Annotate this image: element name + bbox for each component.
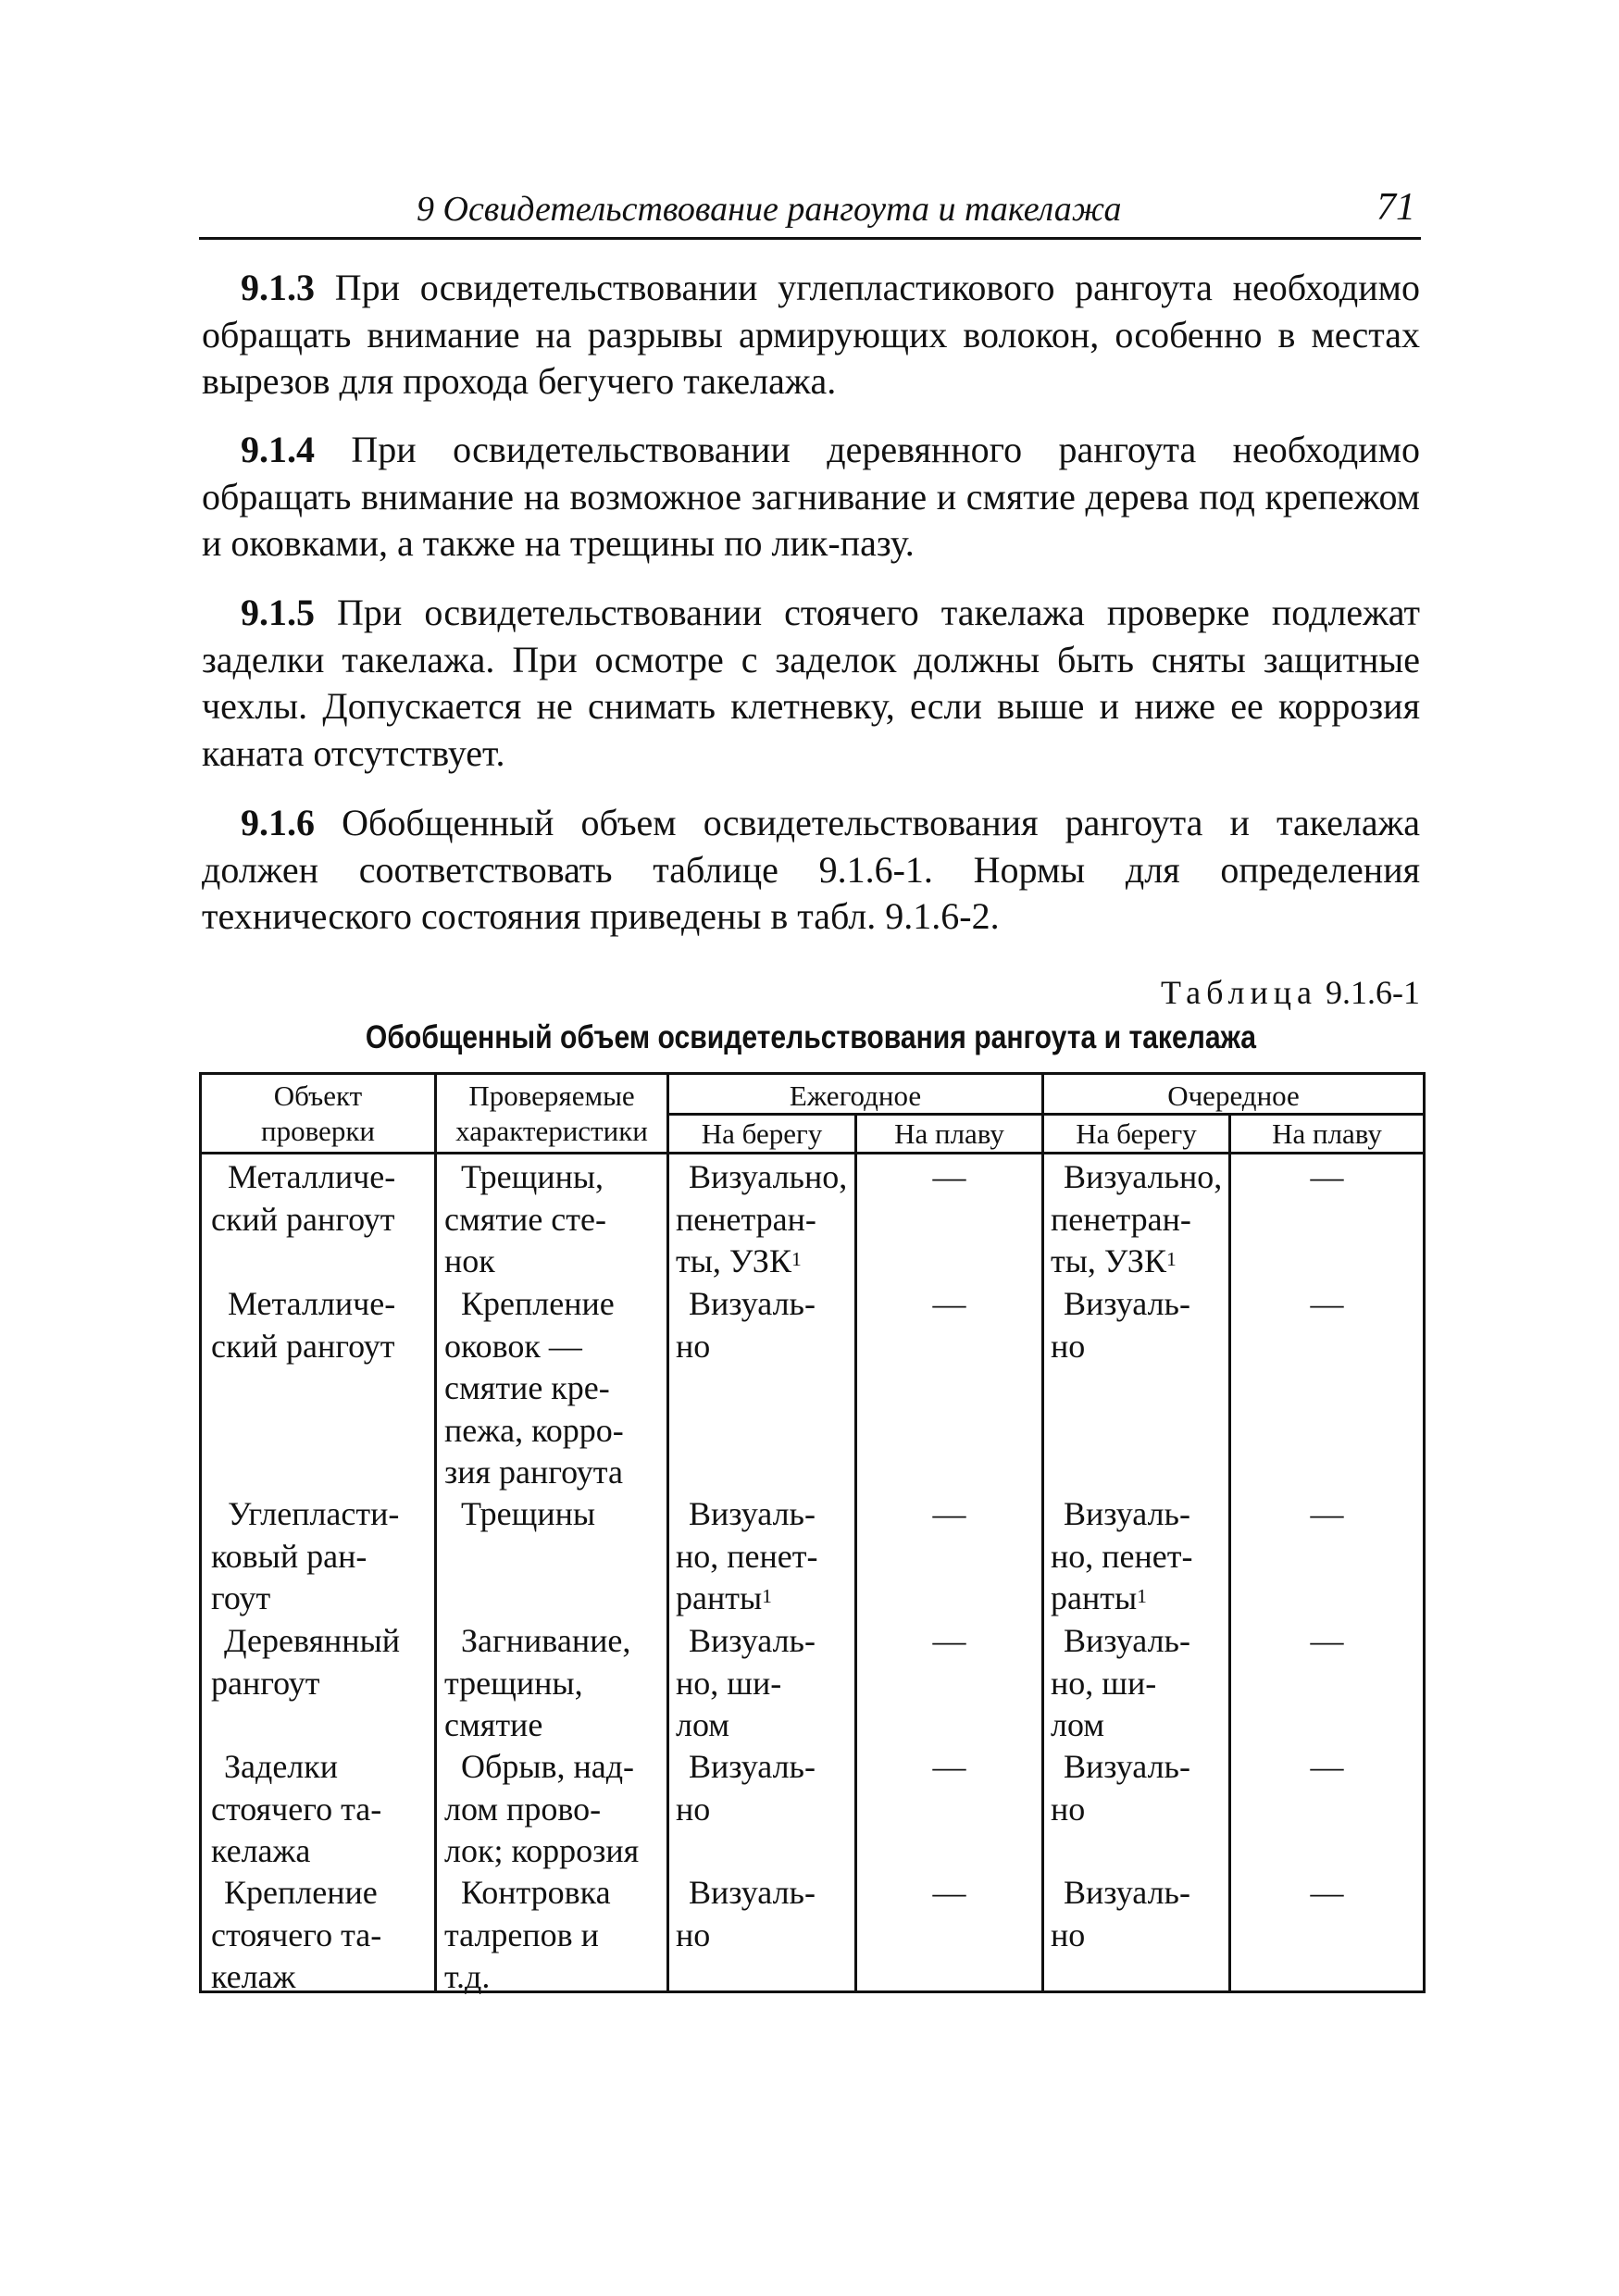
cell-line: Трещины bbox=[461, 1495, 596, 1532]
grid-line bbox=[202, 1152, 1423, 1154]
cell-line: трещины, bbox=[444, 1664, 583, 1702]
cell-line: ковый ран- bbox=[211, 1537, 367, 1575]
cell-text: ты, УЗК bbox=[1051, 1242, 1166, 1279]
cell-line: Металличе- bbox=[228, 1158, 396, 1195]
header-line: Проверяемые bbox=[468, 1079, 635, 1112]
footnote-marker: 1 bbox=[762, 1585, 772, 1607]
paragraph-9-1-4 bbox=[202, 427, 1420, 568]
paragraph-text: При освидетельствовании углепластикового рангоута необходимо обращать внимание на разрывы армирующих волокон, особенно в местах вырезов для прохода бегучего такелажа. bbox=[202, 267, 1420, 402]
cell-line: пенетран- bbox=[1051, 1200, 1191, 1238]
cell-line: Визуально, bbox=[1064, 1158, 1223, 1195]
cell-line bbox=[1051, 1241, 1228, 1283]
cell-line: Визуаль- bbox=[689, 1874, 816, 1911]
cell-line bbox=[676, 1241, 854, 1283]
paragraph-text: При освидетельствовании стоячего такелажа проверке подлежат заделки такелажа. При осмотре с заделок должны быть сняты защитные чехлы. Допускается не снимать клетневку, если выше и ниже ее коррозия каната отсутствует. bbox=[202, 592, 1420, 774]
cell-line: лом bbox=[676, 1706, 730, 1743]
cell-line: пежа, корро- bbox=[444, 1411, 624, 1449]
table-row-3-annual-afloat: — bbox=[932, 1495, 966, 1532]
table-row-4-periodic-ashore bbox=[1051, 1620, 1228, 1747]
table-row-2-periodic-afloat: — bbox=[1310, 1285, 1344, 1322]
table-row-3-periodic-ashore bbox=[1051, 1493, 1228, 1620]
cell-line: но bbox=[676, 1790, 711, 1828]
cell-line: келажа bbox=[211, 1832, 311, 1869]
table-row-6-periodic-ashore bbox=[1051, 1872, 1228, 1956]
cell-line: Углепласти- bbox=[228, 1495, 400, 1532]
cell-line: Визуаль- bbox=[1064, 1874, 1190, 1911]
table-label-word: Таблица bbox=[1161, 974, 1317, 1011]
cell-line bbox=[676, 1578, 854, 1620]
cell-line: но bbox=[676, 1327, 711, 1365]
cell-line: Деревянный bbox=[224, 1622, 401, 1659]
cell-line: но bbox=[1051, 1790, 1086, 1828]
cell-text: ты, УЗК bbox=[676, 1242, 791, 1279]
table-row-6-periodic-afloat: — bbox=[1310, 1874, 1344, 1911]
cell-line: но bbox=[1051, 1327, 1086, 1365]
grid-line bbox=[1041, 1075, 1044, 1990]
cell-line: Заделки bbox=[224, 1748, 339, 1785]
cell-line: лом bbox=[1051, 1706, 1105, 1743]
cell-line: т.д. bbox=[444, 1958, 491, 1995]
cell-line: лок; коррозия bbox=[444, 1832, 640, 1869]
table-row-1-annual-afloat: — bbox=[932, 1158, 966, 1195]
cell-line: пенетран- bbox=[676, 1200, 816, 1238]
cell-line: ский рангоут bbox=[211, 1327, 395, 1365]
cell-text: ранты bbox=[676, 1579, 763, 1616]
header-object bbox=[202, 1079, 434, 1149]
cell-line: ский рангоут bbox=[211, 1200, 395, 1238]
cell-line: Визуаль- bbox=[1064, 1285, 1190, 1322]
cell-line: лом прово- bbox=[444, 1790, 602, 1828]
table-row-2-periodic-ashore bbox=[1051, 1283, 1228, 1367]
table-label bbox=[202, 973, 1420, 1012]
paragraph-number: 9.1.5 bbox=[241, 592, 315, 633]
cell-line: Визуаль- bbox=[689, 1495, 816, 1532]
table-row-1-periodic-ashore bbox=[1051, 1156, 1228, 1283]
page-number: 71 bbox=[1376, 186, 1415, 229]
table-row-1-characteristics bbox=[444, 1156, 666, 1283]
footnote-marker: 1 bbox=[1137, 1585, 1147, 1607]
grid-line bbox=[666, 1075, 669, 1990]
cell-line: Обрыв, над- bbox=[461, 1748, 635, 1785]
header-annual-ashore: На берегу bbox=[701, 1117, 823, 1150]
header-line: характеристики bbox=[455, 1115, 648, 1147]
table-row-5-annual-ashore bbox=[676, 1746, 854, 1830]
table-row-4-annual-afloat: — bbox=[932, 1622, 966, 1659]
cell-line: Визуаль- bbox=[689, 1285, 816, 1322]
table-row-1-object bbox=[211, 1156, 433, 1241]
table-row-2-annual-ashore bbox=[676, 1283, 854, 1367]
cell-line: Визуаль- bbox=[1064, 1622, 1190, 1659]
cell-line: Визуально, bbox=[689, 1158, 848, 1195]
cell-line: но, ши- bbox=[1051, 1664, 1157, 1702]
table-row-6-characteristics bbox=[444, 1872, 666, 1999]
cell-line: но, ши- bbox=[676, 1664, 782, 1702]
table-row-1-periodic-afloat: — bbox=[1310, 1158, 1344, 1195]
table-caption: Обобщенный объем освидетельствования рангоута и такелажа bbox=[365, 1019, 1257, 1055]
cell-line: Крепление bbox=[224, 1874, 378, 1911]
table-row-5-periodic-ashore bbox=[1051, 1746, 1228, 1830]
table-row-4-periodic-afloat: — bbox=[1310, 1622, 1344, 1659]
header-periodic: Очередное bbox=[1167, 1079, 1300, 1112]
table-row-3-periodic-afloat: — bbox=[1310, 1495, 1344, 1532]
table-row-1-annual-ashore bbox=[676, 1156, 854, 1283]
table-row-5-periodic-afloat: — bbox=[1310, 1748, 1344, 1785]
table-row-5-characteristics bbox=[444, 1746, 666, 1873]
table-row-5-object bbox=[211, 1746, 433, 1873]
paragraph-9-1-3 bbox=[202, 265, 1420, 406]
paragraph-9-1-5 bbox=[202, 590, 1420, 777]
table-row-3-object bbox=[211, 1493, 433, 1620]
cell-line: нок bbox=[444, 1242, 495, 1279]
cell-line: Загнивание, bbox=[461, 1622, 631, 1659]
paragraph-text: Обобщенный объем освидетельствования рангоута и такелажа должен соответствовать таблице 9.1.6-1. Нормы для определения технического состояния приведены в табл. 9.1.6-2. bbox=[202, 802, 1421, 937]
cell-line bbox=[1051, 1578, 1228, 1620]
table-row-4-characteristics bbox=[444, 1620, 666, 1747]
header-periodic-ashore: На берегу bbox=[1076, 1117, 1197, 1150]
header-characteristics bbox=[437, 1079, 666, 1149]
cell-line: Визуаль- bbox=[689, 1622, 816, 1659]
table-row-5-annual-afloat: — bbox=[932, 1748, 966, 1785]
cell-line: Крепление bbox=[461, 1285, 615, 1322]
header-line: проверки bbox=[261, 1115, 375, 1147]
table-row-4-object bbox=[211, 1620, 433, 1704]
header-annual-afloat: На плаву bbox=[894, 1117, 1004, 1150]
cell-line: стоячего та- bbox=[211, 1790, 382, 1828]
table-row-3-characteristics bbox=[444, 1493, 666, 1536]
paragraph-number: 9.1.6 bbox=[241, 802, 315, 843]
grid-line bbox=[1228, 1114, 1231, 1990]
cell-line: Визуаль- bbox=[1064, 1495, 1190, 1532]
table-row-6-annual-ashore bbox=[676, 1872, 854, 1956]
header-periodic-afloat: На плаву bbox=[1272, 1117, 1382, 1150]
paragraph-text: При освидетельствовании деревянного рангоута необходимо обращать внимание на возможное загнивание и смятие дерева под крепежом и оковками, а также на трещины по лик-пазу. bbox=[202, 429, 1420, 564]
header-annual: Ежегодное bbox=[789, 1079, 922, 1112]
paragraph-9-1-6 bbox=[202, 800, 1420, 941]
table-row-3-annual-ashore bbox=[676, 1493, 854, 1620]
table-row-6-annual-afloat: — bbox=[932, 1874, 966, 1911]
cell-line: смятие bbox=[444, 1706, 543, 1743]
cell-line: талрепов и bbox=[444, 1915, 599, 1953]
cell-line: смятие сте- bbox=[444, 1200, 606, 1238]
table-label-number: 9.1.6-1 bbox=[1326, 974, 1420, 1011]
cell-line: Визуаль- bbox=[1064, 1748, 1190, 1785]
cell-line: Визуаль- bbox=[689, 1748, 816, 1785]
running-header bbox=[199, 185, 1421, 240]
cell-line: Металличе- bbox=[228, 1285, 396, 1322]
cell-line: келаж bbox=[211, 1958, 296, 1995]
table-row-2-characteristics bbox=[444, 1283, 666, 1494]
cell-line: стоячего та- bbox=[211, 1915, 382, 1953]
footnote-marker: 1 bbox=[791, 1248, 802, 1270]
paragraph-number: 9.1.3 bbox=[241, 267, 315, 308]
table-row-6-object bbox=[211, 1872, 433, 1999]
cell-line: оковок — bbox=[444, 1327, 582, 1365]
cell-line: Контровка bbox=[461, 1874, 611, 1911]
cell-line: смятие кре- bbox=[444, 1369, 610, 1406]
chapter-title: 9 Освидетельствование рангоута и такелажа bbox=[417, 190, 1122, 229]
footnote-marker: 1 bbox=[1165, 1248, 1177, 1270]
table-row-2-annual-afloat: — bbox=[932, 1285, 966, 1322]
cell-line: Трещины, bbox=[461, 1158, 604, 1195]
grid-line bbox=[854, 1114, 857, 1990]
table-row-2-object bbox=[211, 1283, 433, 1367]
cell-line: но, пенет- bbox=[676, 1537, 818, 1575]
header-line: Объект bbox=[273, 1079, 363, 1112]
survey-scope-table bbox=[199, 1072, 1426, 1993]
cell-line: но, пенет- bbox=[1051, 1537, 1193, 1575]
cell-text: ранты bbox=[1051, 1579, 1138, 1616]
cell-line: но bbox=[1051, 1915, 1086, 1953]
grid-line bbox=[434, 1075, 437, 1990]
cell-line: гоут bbox=[211, 1579, 271, 1616]
cell-line: зия рангоута bbox=[444, 1454, 623, 1491]
table-row-4-annual-ashore bbox=[676, 1620, 854, 1747]
cell-line: рангоут bbox=[211, 1664, 320, 1702]
paragraph-number: 9.1.4 bbox=[241, 429, 315, 470]
cell-line: но bbox=[676, 1915, 711, 1953]
